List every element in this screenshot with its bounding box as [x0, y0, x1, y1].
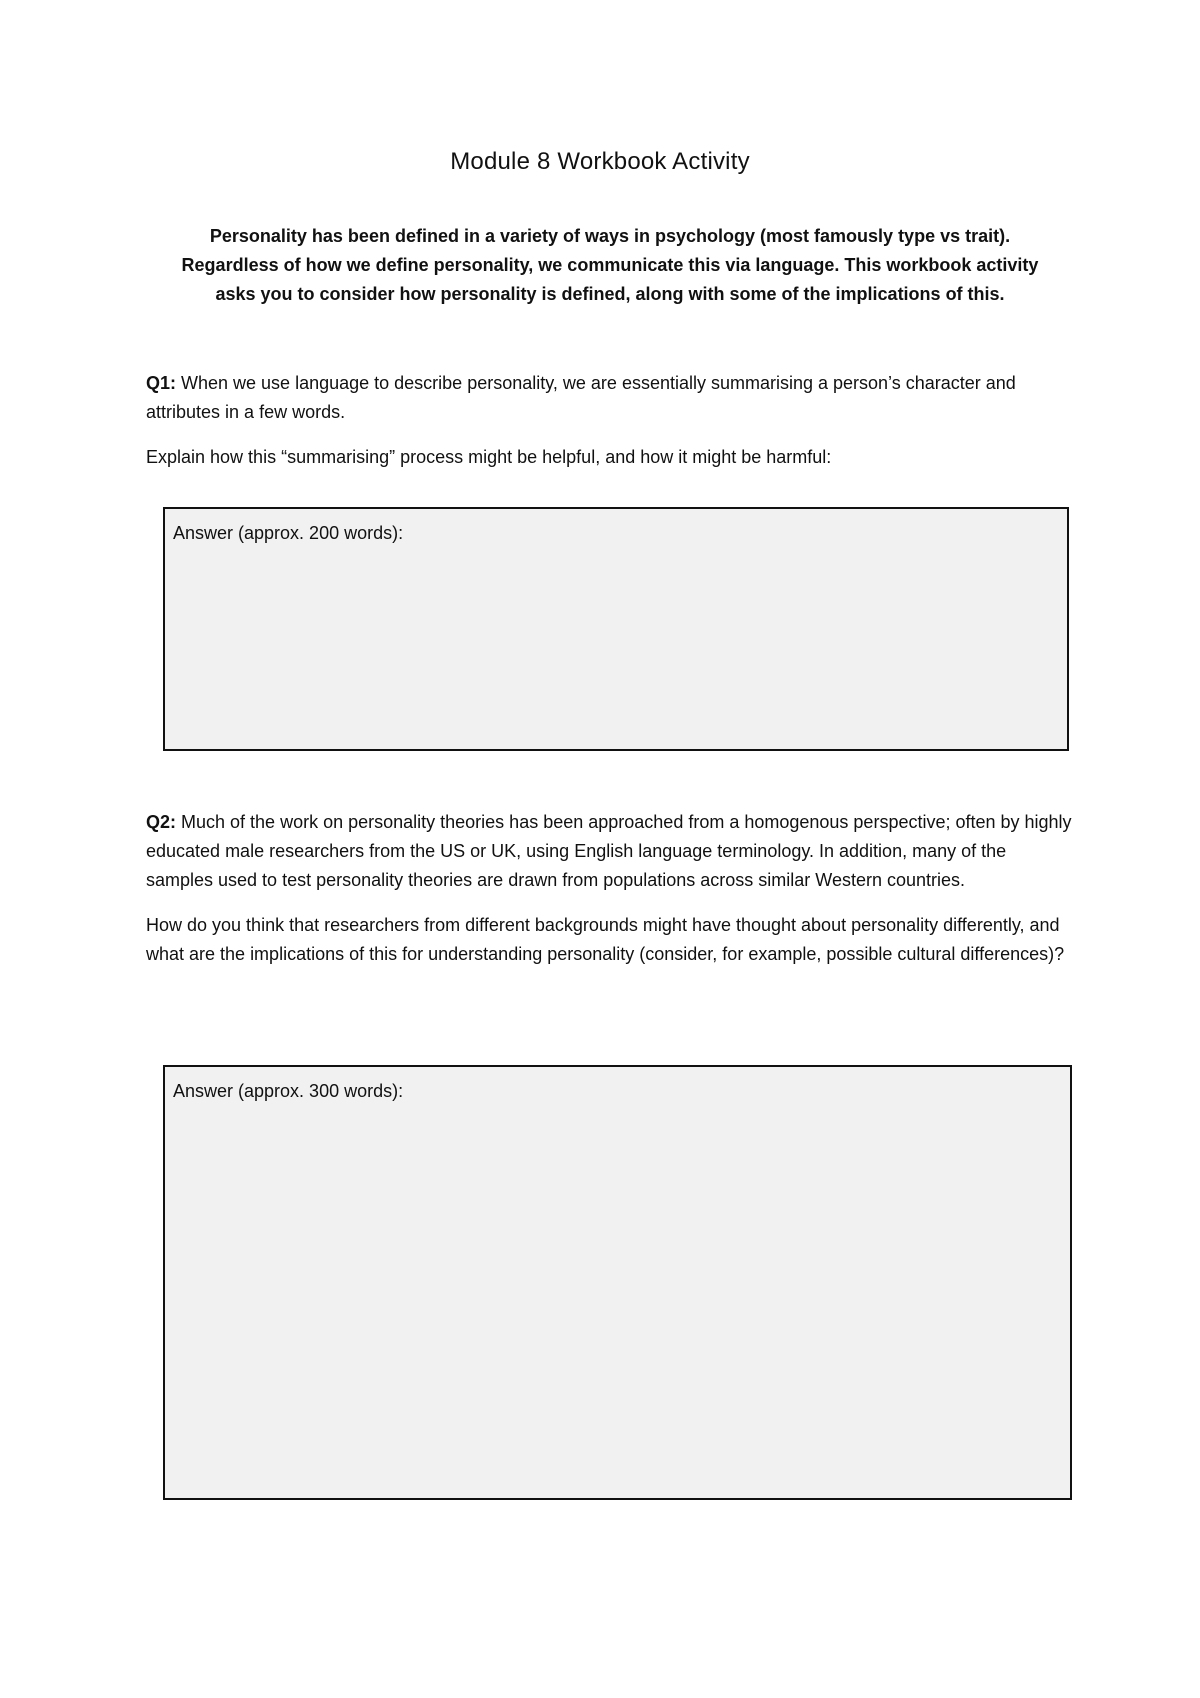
- answer-box-1[interactable]: [163, 507, 1069, 751]
- intro-line: asks you to consider how personality is defined, along with some of the implications of this.: [215, 284, 1005, 304]
- page-title: Module 8 Workbook Activity: [450, 148, 750, 175]
- intro-text: [150, 222, 1070, 309]
- question-2-label: Q2:: [146, 812, 177, 832]
- answer-box-2[interactable]: [163, 1065, 1072, 1500]
- answer-box-1-label: Answer (approx. 200 words):: [173, 523, 404, 543]
- question-2-text: [146, 808, 1076, 895]
- intro-line: Regardless of how we define personality, we communicate this via language. This workbook activity: [181, 255, 1039, 275]
- question-2-prompt: How do you think that researchers from different backgrounds might have thought about personality differently, and what are the implications of this for understanding personality (consider, for example, possible cultural differences)?: [146, 915, 1065, 964]
- question-1-prompt: Explain how this “summarising” process might be helpful, and how it might be harmful:: [146, 447, 832, 467]
- question-2: [146, 808, 1076, 969]
- answer-box-2-label: Answer (approx. 300 words):: [173, 1081, 404, 1101]
- question-1-label: Q1:: [146, 373, 177, 393]
- question-1: [146, 369, 1076, 472]
- question-2-body: Much of the work on personality theories has been approached from a homogenous perspective; often by highly educated male researchers from the US or UK, using English language terminology. In addition, many of the samples used to test personality theories are drawn from populations across similar Western countries.: [146, 812, 1072, 890]
- question-1-text: [146, 369, 1076, 427]
- question-1-body: When we use language to describe personality, we are essentially summarising a person’s character and attributes in a few words.: [146, 373, 1016, 422]
- intro-line: Personality has been defined in a variety of ways in psychology (most famously type vs trait).: [209, 226, 1011, 246]
